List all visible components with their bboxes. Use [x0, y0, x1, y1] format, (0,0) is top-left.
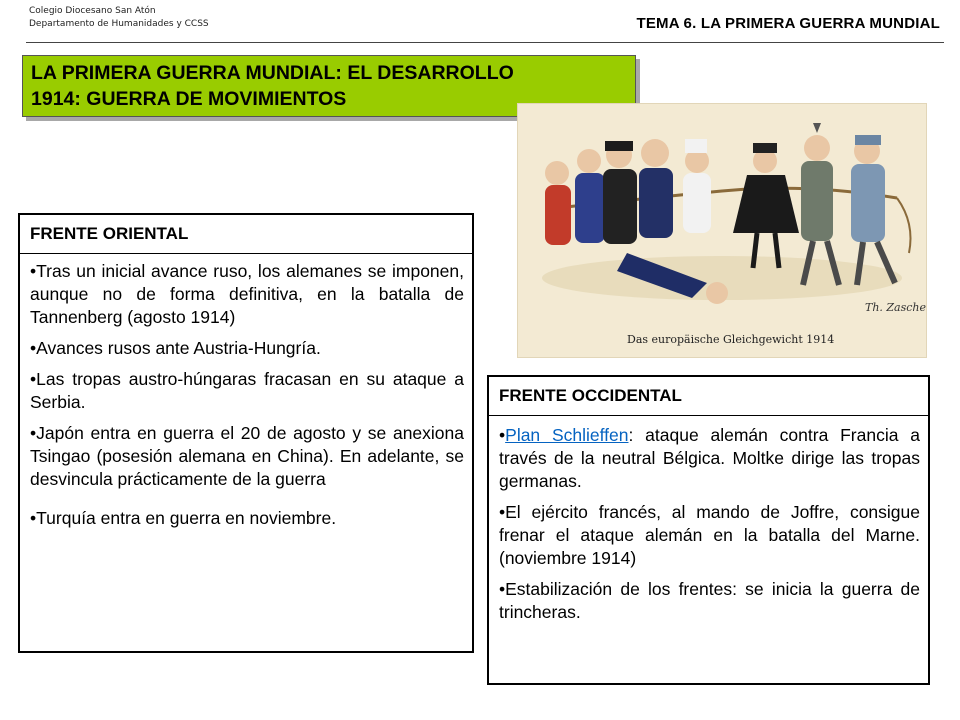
frente-oriental-heading: FRENTE ORIENTAL: [20, 215, 472, 254]
oriental-bullet: •Avances rusos ante Austria-Hungría.: [30, 338, 321, 358]
frente-oriental-body: [20, 254, 472, 530]
oriental-bullet: •Las tropas austro-húngaras fracasan en su ataque a Serbia.: [30, 369, 464, 412]
slide-title-line-1: LA PRIMERA GUERRA MUNDIAL: EL DESARROLLO: [31, 62, 514, 84]
occidental-bullet: •El ejército francés, al mando de Joffre, consigue frenar el ataque alemán en la batalla del Marne. (noviembre 1914): [499, 502, 920, 568]
school-name: [29, 5, 209, 31]
frente-occidental-body: [489, 416, 928, 624]
topic-title: TEMA 6. LA PRIMERA GUERRA MUNDIAL: [636, 15, 940, 32]
bullet-marker: •: [499, 425, 506, 445]
bullet-text: : ataque alemán contra Francia a través de la neutral Bélgica. Moltke dirige las tropas germanas.: [499, 425, 920, 491]
school-line-2: Departamento de Humanidades y CCSS: [29, 19, 209, 29]
frente-occidental-box: [487, 375, 930, 685]
cartoon-signature: Th. Zasche: [865, 301, 927, 314]
occidental-bullet: [499, 424, 920, 493]
cartoon-caption: Das europäische Gleichgewicht 1914: [627, 333, 835, 346]
header-divider: [26, 42, 944, 43]
frente-oriental-box: [18, 213, 474, 653]
cartoon-image: [517, 103, 927, 358]
slide-title-line-2: 1914: GUERRA DE MOVIMIENTOS: [31, 88, 347, 110]
plan-schlieffen-link[interactable]: Plan Schlieffen: [505, 425, 629, 445]
school-line-1: Colegio Diocesano San Atón: [29, 6, 156, 16]
oriental-bullet: •Tras un inicial avance ruso, los alemanes se imponen, aunque no de forma definitiva, en la batalla de Tannenberg (agosto 1914): [30, 261, 464, 327]
oriental-bullet: •Japón entra en guerra el 20 de agosto y se anexiona Tsingao (posesión alemana en China). En adelante, se desvincula prácticamente de la guerra: [30, 423, 464, 489]
occidental-bullet: •Estabilización de los frentes: se inicia la guerra de trincheras.: [499, 579, 920, 622]
oriental-bullet: •Turquía entra en guerra en noviembre.: [30, 508, 337, 528]
frente-occidental-heading: FRENTE OCCIDENTAL: [489, 377, 928, 416]
